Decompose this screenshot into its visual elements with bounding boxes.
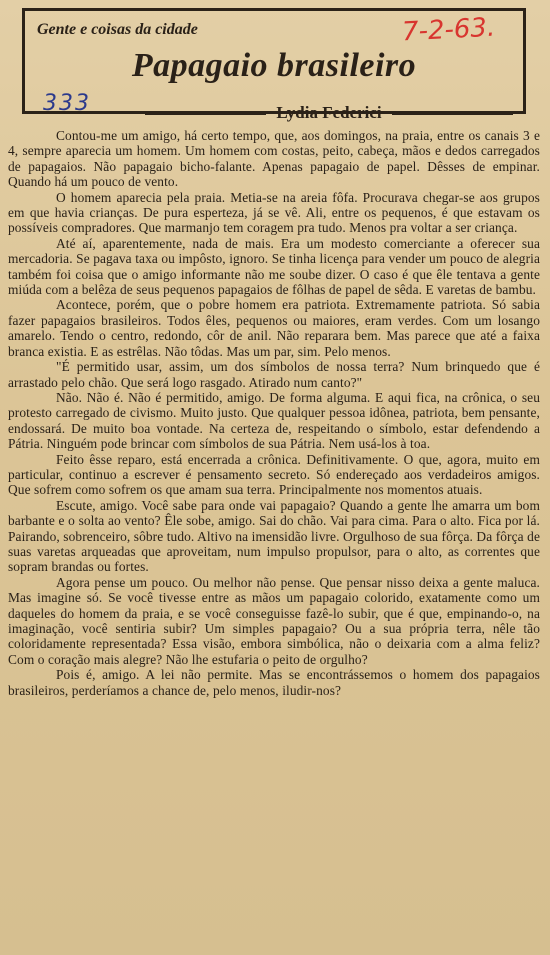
article-body (8, 128, 540, 698)
paragraph: Até aí, aparentemente, nada de mais. Era um modesto comerciante a oferecer sua mercadoria. Se pagava taxa ou impôsto, ignoro. Se tinha licença para vender um pouco de alegria também foi coisa que o amigo informante não me soube dizer. O caso é que êle tentava a gente miúda com a belêza de seus pequenos papagaios de fôlhas de papel de sêda. E varetas de bambu. (8, 235, 540, 298)
paragraph: Feito êsse reparo, está encerrada a crônica. Definitivamente. O que, agora, muito em particular, continuo a escrever é pensamento secreto. Só endereçado aos verdadeiros amigos. Que sofrem como sofrem os que amam sua terra. Principalmente nos momentos atuais. (8, 451, 540, 498)
article-title: Papagaio brasileiro (131, 47, 417, 84)
handwritten-date: 7-2-63. (401, 12, 496, 48)
paragraph: Pois é, amigo. A lei não permite. Mas se encontrássemos o homem dos papagaios brasileiros, perderíamos a chance de, pelo menos, iludir-nos? (8, 667, 540, 698)
author-name: Lydia Federici (276, 103, 382, 122)
paragraph: Agora pense um pouco. Ou melhor não pense. Que pensar nisso deixa a gente maluca. Mas imagine só. Se você tivesse entre as mãos um papagaio colorido, exatamente como um daqueles do homem da praia, e se você conseguisse fazê-lo subir, que é que, empinando-o, na imaginação, você sentiria subir? Um simples papagaio? Ou a sua própria terra, nêle tão coloridamente representada? Essa visão, embora simbólica, não o deixaria com a alma feliz? Com o coração mais alegre? Não lhe estufaria o peito de orgulho? (8, 574, 540, 667)
paragraph: Escute, amigo. Você sabe para onde vai papagaio? Quando a gente lhe amarra um bom barbante e o solta ao vento? Êle sobe, amigo. Sai do chão. Vai para cima. Para o alto. Fica por lá. Pairando, sobrenceiro, sôbre tudo. Altivo na imensidão livre. Orgulhoso de sua fôrça. Da fôrça de suas varetas arqueadas que aproveitam, num impulso propulsor, para o alto, as correntes que sopram brandas ou fortes. (8, 497, 540, 575)
section-kicker: Gente e coisas da cidade (37, 21, 198, 38)
paragraph: O homem aparecia pela praia. Metia-se na areia fôfa. Procurava chegar-se aos grupos em que havia crianças. De pura esperteza, já se vê. Ali, entre os pequenos, é que estavam os possíveis compradores. Que marmanjo tem coragem pra tudo. Menos pra voltar a ser criança. (8, 189, 540, 236)
paragraph: Contou-me um amigo, há certo tempo, que, aos domingos, na praia, entre os canais 3 e 4, sempre aparecia um homem. Um homem com costas, peito, cabeça, mãos e dedos carregados de papagaios. Não papagaio bicho-falante. Apenas papagaio de papel. Dêsses de empinar. Quando há um pouco de vento. (8, 128, 540, 190)
byline-rule-left (145, 111, 266, 115)
handwritten-number: 333 (43, 91, 91, 116)
byline (145, 103, 513, 123)
byline-rule-right (392, 111, 513, 115)
paragraph: Acontece, porém, que o pobre homem era patriota. Extremamente patriota. Só sabia fazer papagaios brasileiros. Todos êles, pequenos ou maiores, eram verdes. Com um losango amarelo. Tendo o centro, redondo, côr de anil. Não reparara bem. Mas parece que até a faixa branca existia. E as estrêlas. Não tôdas. Mas um par, sim. Pelo menos. (8, 297, 540, 359)
paragraph: Não. Não é. Não é permitido, amigo. De forma alguma. E aqui fica, na crônica, o seu protesto carregado de civismo. Muito justo. Que qualquer pessoa idônea, patriota, bem pensante, endossará. De muito boa vontade. Na certeza de, respeitando o símbolo, estar defendendo a Pátria. Ninguém pode brincar com símbolos de sua Pátria. Nem usá-los à toa. (8, 389, 540, 452)
header-box (22, 8, 526, 122)
paragraph: "É permitido usar, assim, um dos símbolos de nossa terra? Num brinquedo que é arrastado pelo chão. Que será logo rasgado. Atirado num canto?" (8, 359, 540, 390)
